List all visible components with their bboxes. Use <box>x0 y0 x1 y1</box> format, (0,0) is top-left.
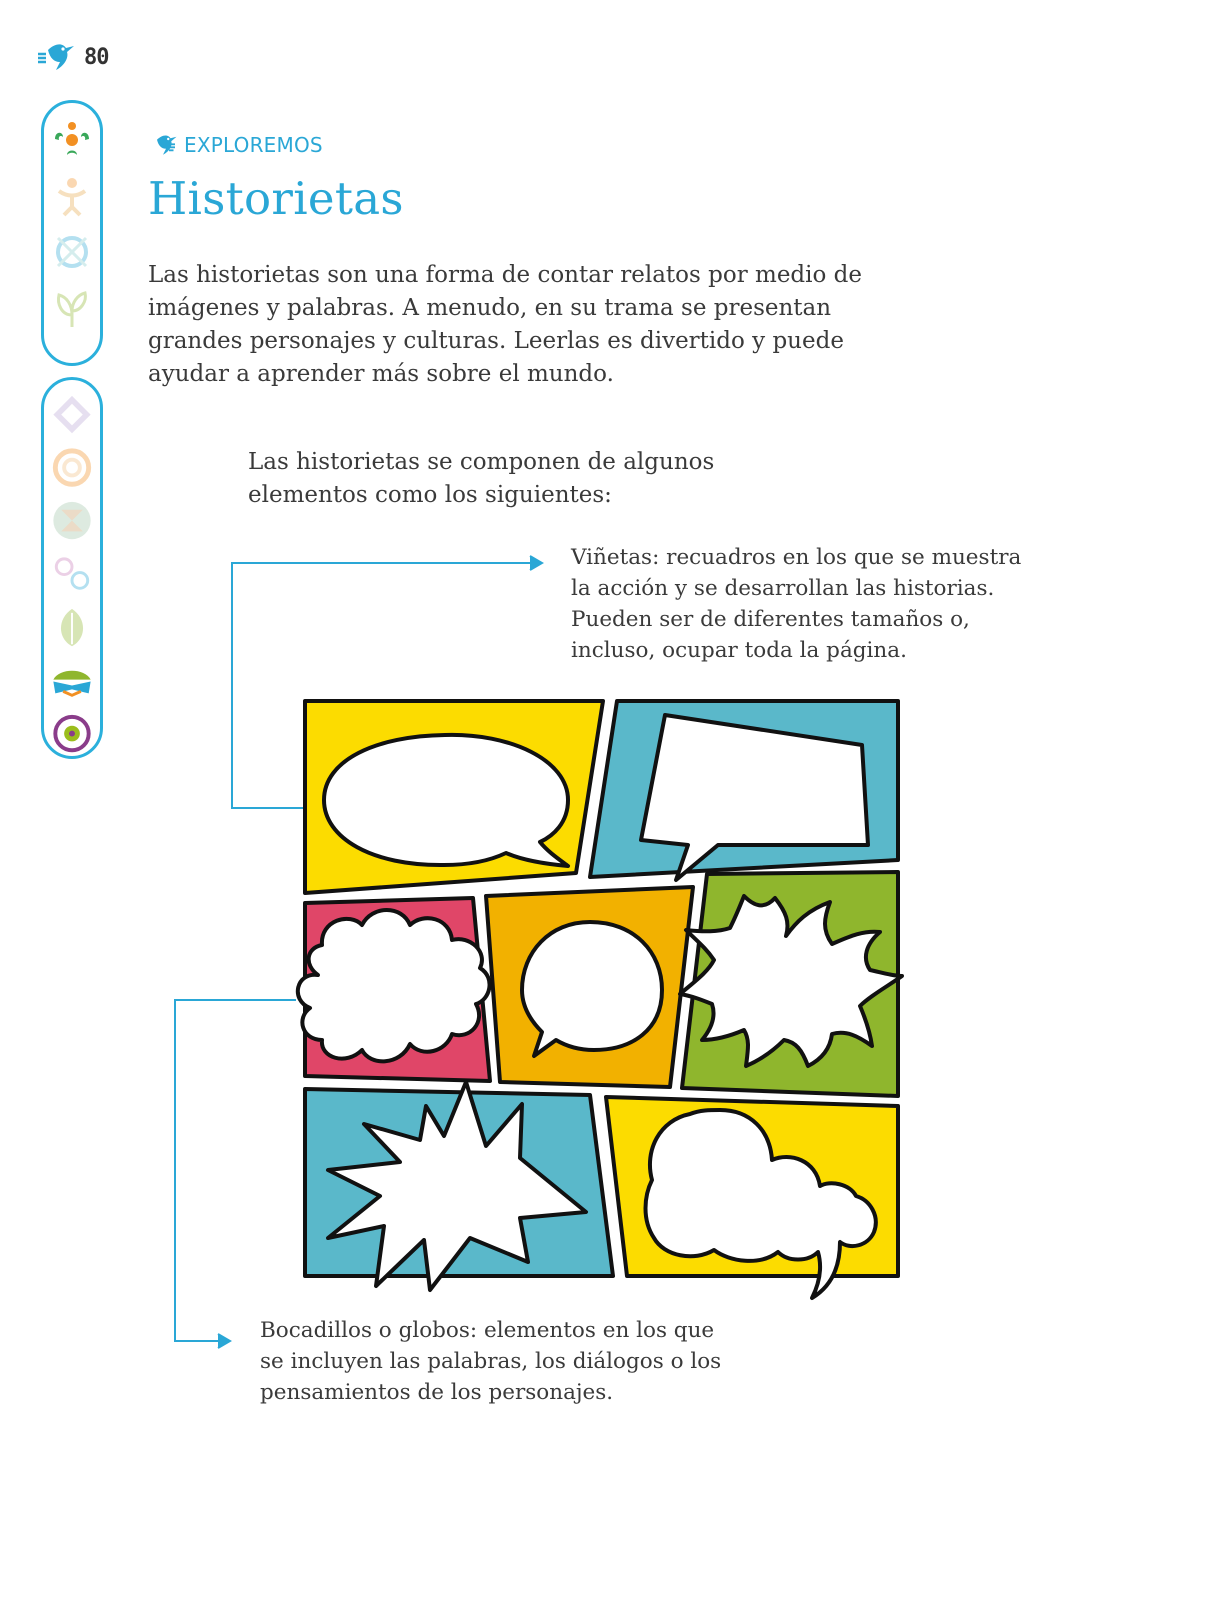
lead-line: Las historietas se componen de algunos <box>248 449 715 475</box>
vinetas-line: la acción y se desarrollan las historias. <box>571 576 995 601</box>
page-title: Historietas <box>148 172 404 225</box>
vinetas-line: Viñetas: recuadros en los que se muestra <box>571 545 1022 570</box>
vinetas-line: incluso, ocupar toda la página. <box>571 638 907 663</box>
intro-line: imágenes y palabras. A menudo, en su trama se presentan <box>148 295 832 321</box>
globos-line: Bocadillos o globos: elementos en los que <box>260 1318 715 1343</box>
intro-line: Las historietas son una forma de contar relatos por medio de <box>148 262 862 288</box>
globos-line: se incluyen las palabras, los diálogos o los <box>260 1349 722 1374</box>
speech-bubble-round <box>522 922 662 1056</box>
vinetas-line: Pueden ser de diferentes tamaños o, <box>571 607 970 632</box>
section-label-text: EXPLOREMOS <box>184 133 323 157</box>
page-number: 80 <box>84 44 109 70</box>
intro-line: grandes personajes y culturas. Leerlas es divertido y puede <box>148 328 844 354</box>
lead-line: elementos como los siguientes: <box>248 482 612 508</box>
speech-bubble-oval <box>324 735 568 866</box>
intro-line: ayudar a aprender más sobre el mundo. <box>148 361 614 387</box>
globos-connector <box>175 1000 296 1348</box>
globos-line: pensamientos de los personajes. <box>260 1380 614 1405</box>
